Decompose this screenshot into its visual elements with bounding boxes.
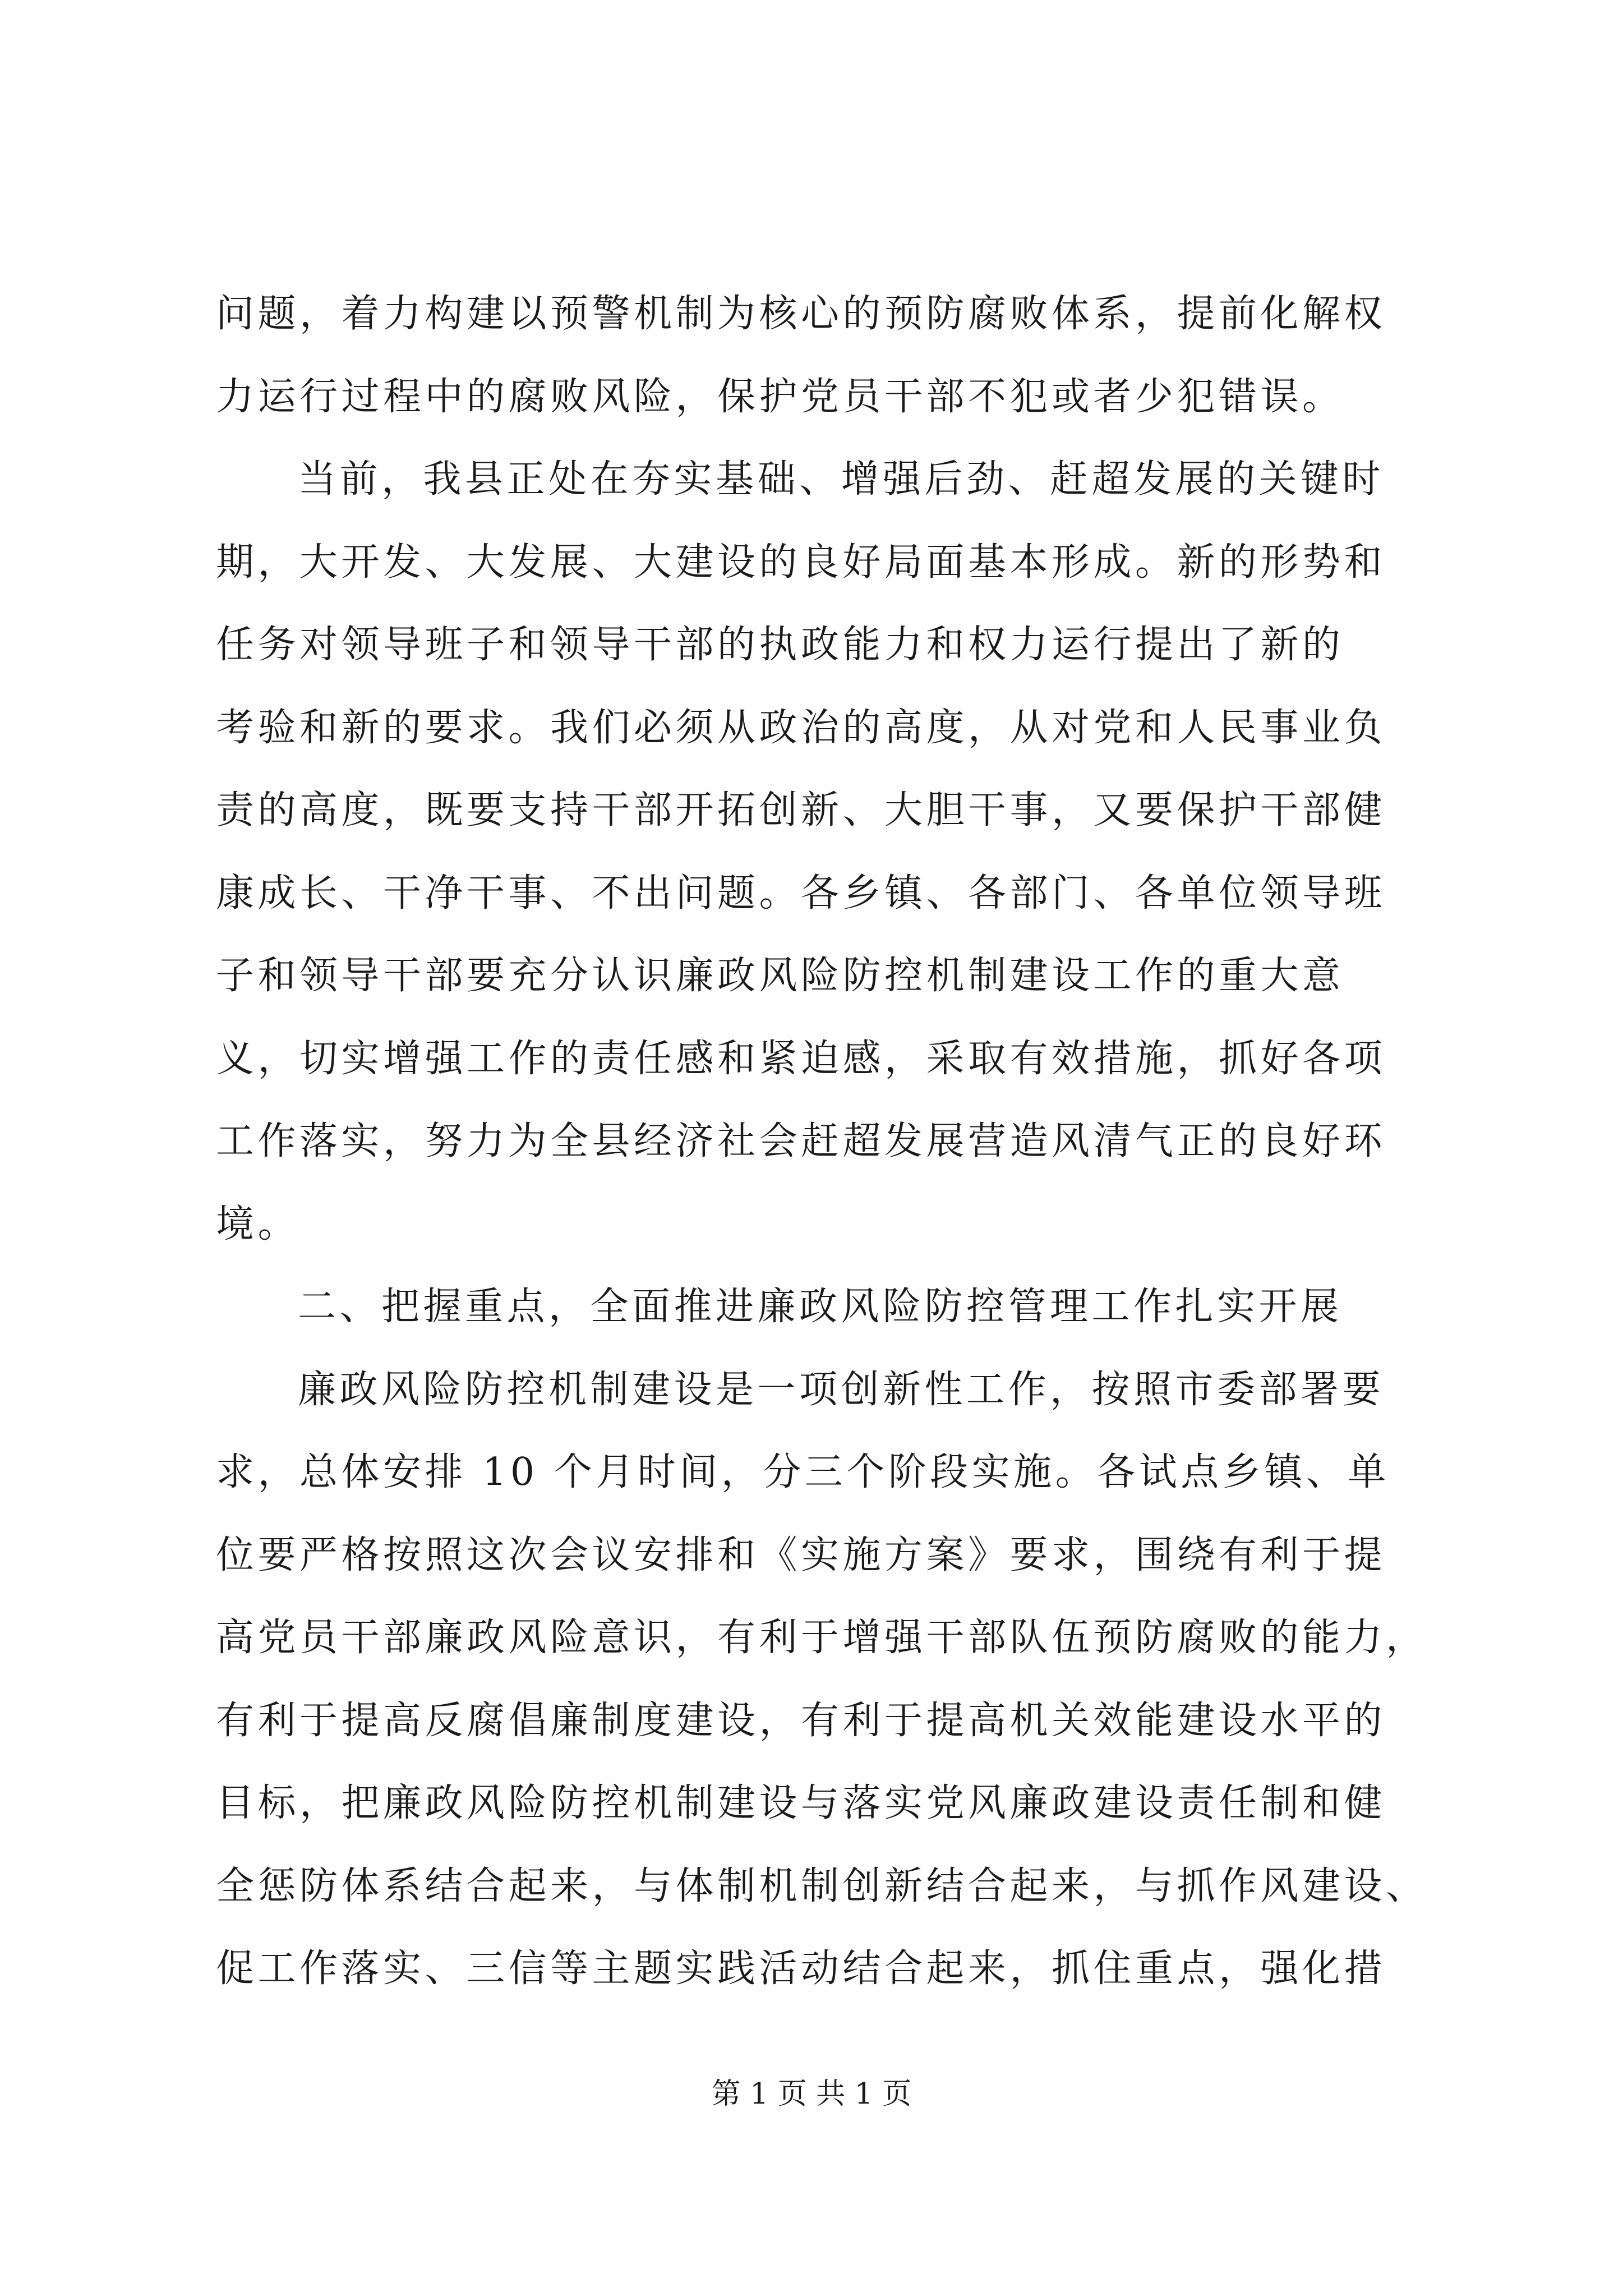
- body-line: 求，总体安排 10 个月时间，分三个阶段实施。各试点乡镇、单: [216, 1450, 1390, 1494]
- body-line: 全惩防体系结合起来，与体制机制创新结合起来，与抓作风建设、: [216, 1864, 1428, 1908]
- body-line: 期，大开发、大发展、大建设的良好局面基本形成。新的形势和: [216, 540, 1386, 585]
- body-line: 责的高度，既要支持干部开拓创新、大胆干事，又要保护干部健: [216, 788, 1386, 832]
- body-line: 问题，着力构建以预警机制为核心的预防腐败体系，提前化解权: [216, 292, 1386, 336]
- body-line: 境。: [216, 1202, 300, 1246]
- body-line: 康成长、干净干事、不出问题。各乡镇、各部门、各单位领导班: [216, 871, 1386, 915]
- page-number-label: 第 1 页 共 1 页: [711, 2077, 912, 2111]
- section-heading: 二、把握重点，全面推进廉政风险防控管理工作扎实开展: [298, 1285, 1343, 1329]
- body-line: 考验和新的要求。我们必须从政治的高度，从对党和人民事业负: [216, 705, 1386, 750]
- body-line: 高党员干部廉政风险意识，有利于增强干部队伍预防腐败的能力，: [216, 1616, 1428, 1660]
- body-line: 力运行过程中的腐败风险，保护党员干部不犯或者少犯错误。: [216, 374, 1344, 419]
- body-line: 工作落实，努力为全县经济社会赶超发展营造风清气正的良好环: [216, 1119, 1386, 1163]
- body-line: 促工作落实、三信等主题实践活动结合起来，抓住重点，强化措: [216, 1947, 1386, 1991]
- paragraph-first-line: 当前，我县正处在夯实基础、增强后劲、赶超发展的关键时: [298, 457, 1385, 501]
- body-line: 有利于提高反腐倡廉制度建设，有利于提高机关效能建设水平的: [216, 1698, 1386, 1743]
- body-line: 义，切实增强工作的责任感和紧迫感，采取有效措施，抓好各项: [216, 1036, 1386, 1081]
- document-body: [216, 292, 1427, 2030]
- body-line: 目标，把廉政风险防控机制建设与落实党风廉政建设责任制和健: [216, 1781, 1386, 1825]
- body-line: 子和领导干部要充分认识廉政风险防控机制建设工作的重大意: [216, 954, 1344, 998]
- body-line: 任务对领导班子和领导干部的执政能力和权力运行提出了新的: [216, 623, 1344, 667]
- paragraph-first-line: 廉政风险防控机制建设是一项创新性工作，按照市委部署要: [298, 1367, 1385, 1412]
- page-footer: [0, 2070, 1623, 2112]
- body-line: 位要严格按照这次会议安排和《实施方案》要求，围绕有利于提: [216, 1533, 1386, 1577]
